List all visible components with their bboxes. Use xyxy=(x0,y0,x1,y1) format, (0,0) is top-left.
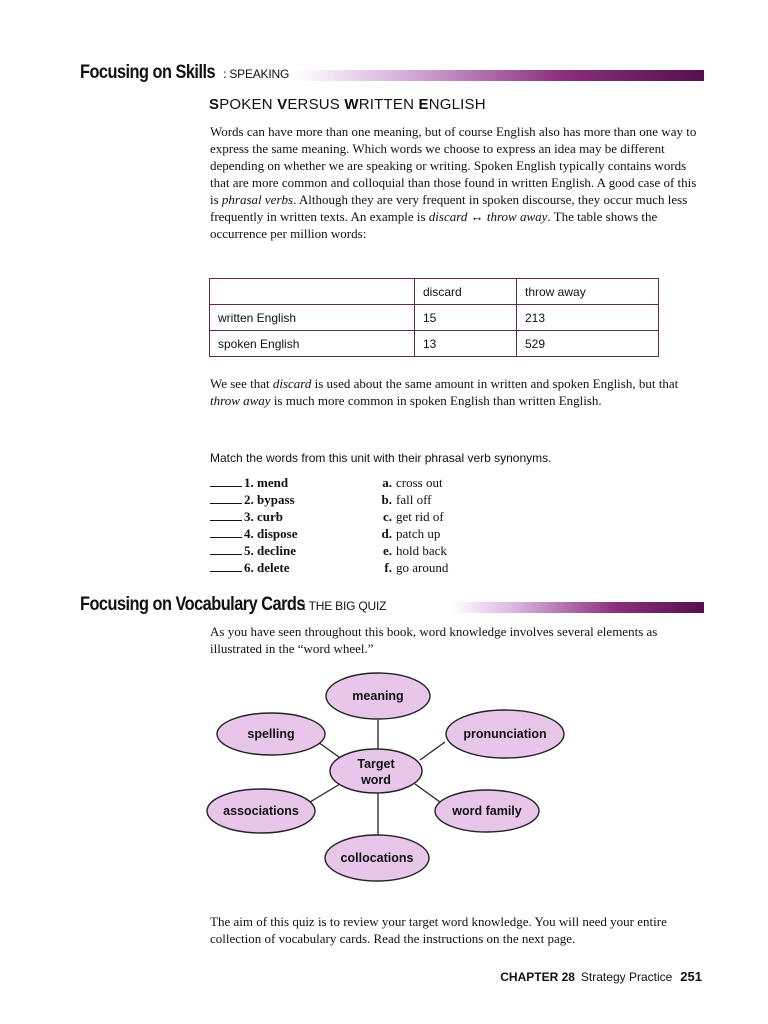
list-item: a. cross out xyxy=(382,475,443,490)
node-label: Target xyxy=(357,757,395,771)
list-item: 1. mend xyxy=(210,474,297,491)
node-label: associations xyxy=(223,804,299,818)
subheading-text: POKEN xyxy=(219,96,278,113)
section-title: Focusing on Vocabulary Cards xyxy=(80,594,305,615)
section-header-bar xyxy=(452,602,704,613)
list-item: b. fall off xyxy=(381,492,432,507)
page-number: 251 xyxy=(680,969,702,984)
table-cell: throw away xyxy=(517,279,659,305)
footer-chapter: CHAPTER 28 xyxy=(500,970,575,984)
section-header-skills xyxy=(80,60,704,84)
table-cell xyxy=(210,279,415,305)
answer-blank[interactable] xyxy=(210,509,242,521)
table-cell: written English xyxy=(210,305,415,331)
subheading-cap: W xyxy=(344,96,359,113)
list-item: e. hold back xyxy=(382,543,447,558)
node-label: collocations xyxy=(340,851,414,865)
section-subtitle: : SPEAKING xyxy=(223,67,290,81)
subheading-text: ERSUS xyxy=(287,96,345,113)
list-item: 4. dispose xyxy=(210,525,297,542)
table-cell: 529 xyxy=(517,331,659,357)
section-header-label xyxy=(80,62,289,84)
table-cell: 213 xyxy=(517,305,659,331)
match-word-list xyxy=(210,474,297,576)
list-item: f. go around xyxy=(384,560,449,575)
subheading-cap: V xyxy=(277,96,288,113)
subheading-cap: S xyxy=(209,96,220,113)
table-header-row xyxy=(210,279,659,305)
answer-blank[interactable] xyxy=(210,543,242,555)
connector-line xyxy=(420,742,445,760)
footer-title: Strategy Practice xyxy=(580,970,673,984)
answer-blank[interactable] xyxy=(210,526,242,538)
subheading-text: NGLISH xyxy=(428,96,486,113)
table-row xyxy=(210,305,659,331)
quiz-aim-paragraph: The aim of this quiz is to review your target word knowledge. You will need your entire collection of vocabulary cards. Read the instructions on the next page. xyxy=(210,914,667,946)
section-header-bar xyxy=(295,70,704,81)
list-item: c. get rid of xyxy=(382,509,444,524)
answer-blank[interactable] xyxy=(210,475,242,487)
section-title: Focusing on Skills xyxy=(80,62,216,83)
table-cell: 13 xyxy=(415,331,517,357)
connector-line xyxy=(310,784,340,802)
word-wheel-diagram xyxy=(190,664,580,884)
intro-paragraph: Words can have more than one meaning, but of course English also has more than one way to express the same meaning. Which words we choose to express an idea may be different depending on whether we are speaking or writing. Spoken English typically contains words that are more common and colloquial than those found in written English. A good case of this is phrasal verbs. Although they are very frequent in spoken discourse, they occur much less frequently in written texts. An example is discard ↔ throw away. The table shows the occurrence per million words: xyxy=(210,124,697,241)
list-item: 5. decline xyxy=(210,542,297,559)
list-item: 6. delete xyxy=(210,559,297,576)
list-item: d. patch up xyxy=(381,526,441,541)
node-label: word xyxy=(361,773,391,787)
word-wheel-intro: As you have seen throughout this book, word knowledge involves several elements as illustrated in the “word wheel.” xyxy=(210,624,658,656)
node-label: spelling xyxy=(247,727,295,741)
table-cell: discard xyxy=(415,279,517,305)
answer-blank[interactable] xyxy=(210,560,242,572)
list-item: 2. bypass xyxy=(210,491,297,508)
section-header-label xyxy=(80,594,386,616)
node-label: word family xyxy=(452,804,522,818)
table-cell: spoken English xyxy=(210,331,415,357)
subheading xyxy=(209,96,486,113)
section-subtitle: : THE BIG QUIZ xyxy=(302,599,387,613)
list-item: 3. curb xyxy=(210,508,297,525)
synonym-list xyxy=(373,474,448,576)
connector-line xyxy=(415,784,440,802)
section-header-vocab xyxy=(80,592,704,616)
subheading-cap: E xyxy=(418,96,429,113)
comparison-paragraph: We see that discard is used about the same amount in written and spoken English, but that throw away is much more common in spoken English than written English. xyxy=(210,376,679,408)
table-cell: 15 xyxy=(415,305,517,331)
occurrence-table xyxy=(209,278,659,357)
answer-blank[interactable] xyxy=(210,492,242,504)
node-label: meaning xyxy=(352,689,404,703)
subheading-text: RITTEN xyxy=(358,96,419,113)
match-instruction: Match the words from this unit with their phrasal verb synonyms. xyxy=(210,451,552,465)
page-footer xyxy=(500,969,702,984)
node-label: pronunciation xyxy=(463,727,547,741)
table-row xyxy=(210,331,659,357)
